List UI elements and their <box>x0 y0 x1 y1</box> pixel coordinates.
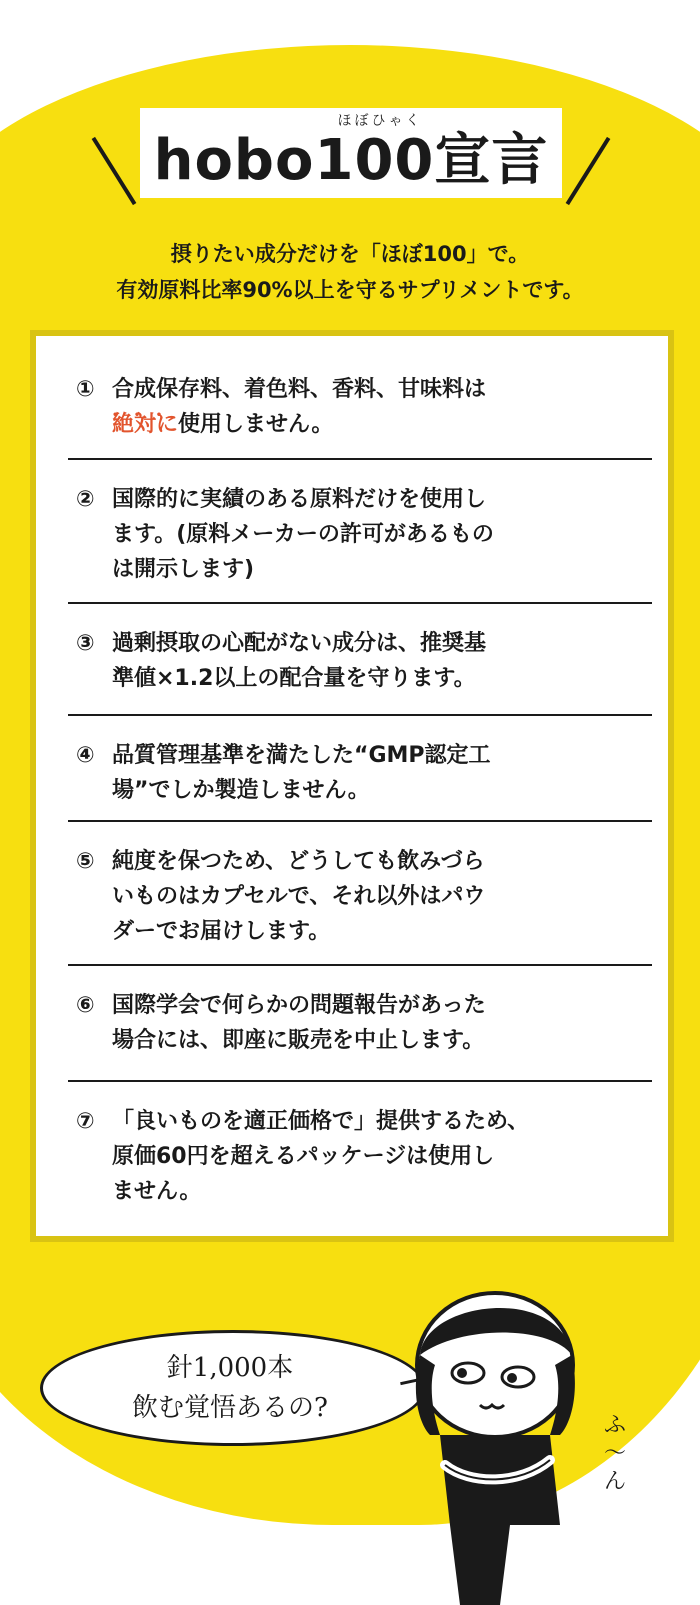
item-text: 「良いものを適正価格で」提供するため、 原価60円を超えるパッケージは使用し ません。 <box>112 1109 530 1204</box>
item-text: 合成保存料、着色料、香料、甘味料は <box>112 377 487 402</box>
intro-text <box>0 236 700 308</box>
list-item <box>76 482 654 587</box>
title-ruby: ほぼひゃく <box>337 113 423 129</box>
intro-line-2: 有効原料比率90%以上を守るサプリメントです。 <box>116 278 584 302</box>
item-number: ① <box>76 377 95 402</box>
item-number: ⑦ <box>76 1109 95 1134</box>
header <box>0 100 700 210</box>
item-text: 国際的に実績のある原料だけを使用し ます。(原料メーカーの許可があるもの は開示します) <box>112 487 494 582</box>
list-item <box>76 738 654 808</box>
list-item <box>76 1104 654 1209</box>
item-number: ③ <box>76 631 95 656</box>
item-text: 国際学会で何らかの問題報告があった 場合には、即座に販売を中止します。 <box>112 993 486 1053</box>
list-item <box>76 988 654 1058</box>
page-title: hobo100宣言 <box>153 128 549 193</box>
declaration-list <box>30 330 674 1242</box>
decorative-slash-left <box>92 137 137 205</box>
divider <box>68 602 652 604</box>
divider <box>68 820 652 822</box>
list-item <box>76 372 654 442</box>
speech-bubble-text: 針1,000本 飲む覚悟あるの? <box>132 1353 328 1423</box>
title-box <box>140 108 562 198</box>
decorative-slash-right <box>566 137 611 205</box>
list-item <box>76 844 654 949</box>
divider <box>68 964 652 966</box>
item-number: ② <box>76 487 95 512</box>
item-accent-text: • • • 絶対に <box>112 412 178 437</box>
intro-line-1: 摂りたい成分だけを「ほぼ100」で。 <box>170 242 530 266</box>
character-illustration <box>400 1285 620 1605</box>
item-number: ⑤ <box>76 849 95 874</box>
divider <box>68 1080 652 1082</box>
item-number: ④ <box>76 743 95 768</box>
reaction-text: ふ 〜 ん <box>603 1413 626 1494</box>
divider <box>68 458 652 460</box>
item-number: ⑥ <box>76 993 95 1018</box>
item-text: 純度を保つため、どうしても飲みづら いものはカプセルで、それ以外はパウ ダーでお届けします。 <box>112 849 486 944</box>
list-item <box>76 626 654 696</box>
divider <box>68 714 652 716</box>
item-text: 使用しません。 <box>178 412 334 437</box>
item-text: 品質管理基準を満たした“GMP認定工 場”でしか製造しません。 <box>112 743 491 803</box>
item-text: 過剰摂取の心配がない成分は、推奨基 準値×1.2以上の配合量を守ります。 <box>112 631 487 691</box>
